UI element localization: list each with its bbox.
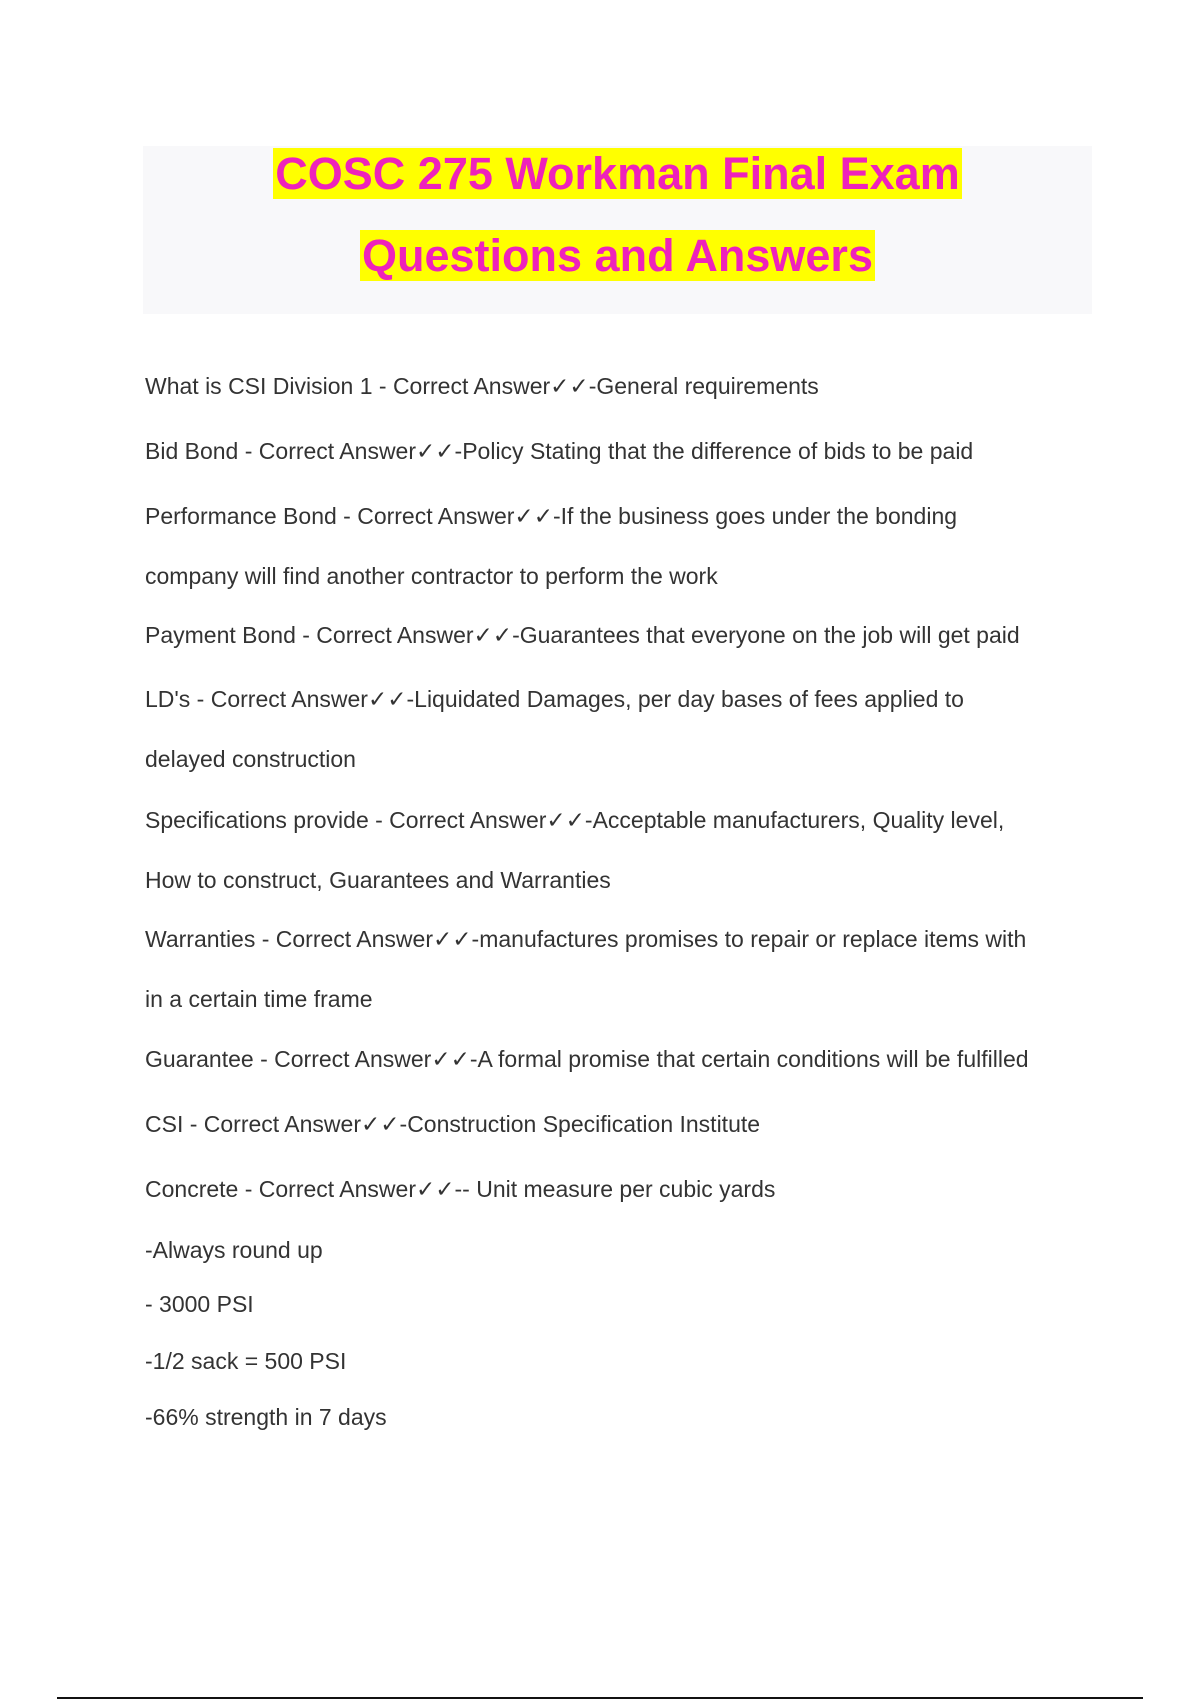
qa-line-continuation: in a certain time frame: [145, 986, 373, 1012]
qa-line-continuation: How to construct, Guarantees and Warranties: [145, 867, 611, 893]
qa-line-continuation: - 3000 PSI: [145, 1291, 254, 1317]
qa-line: Warranties - Correct Answer✓✓-manufactures promises to repair or replace items with: [145, 926, 1027, 952]
title-text-1: COSC 275 Workman Final Exam: [275, 148, 960, 199]
qa-line-continuation: -66% strength in 7 days: [145, 1404, 387, 1430]
qa-line: Bid Bond - Correct Answer✓✓-Policy Stating that the difference of bids to be paid: [145, 438, 974, 464]
qa-line: LD's - Correct Answer✓✓-Liquidated Damages, per day bases of fees applied to: [145, 686, 964, 712]
qa-line-continuation: -1/2 sack = 500 PSI: [145, 1348, 347, 1374]
qa-line: Guarantee - Correct Answer✓✓-A formal promise that certain conditions will be fulfilled: [145, 1046, 1029, 1072]
qa-line-continuation: company will find another contractor to perform the work: [145, 563, 718, 589]
title-line-1: [143, 146, 1092, 202]
qa-line: Concrete - Correct Answer✓✓-- Unit measure per cubic yards: [145, 1176, 776, 1202]
footer-rule: [57, 1697, 1143, 1699]
title-box: [143, 146, 1092, 314]
qa-line-continuation: delayed construction: [145, 746, 356, 772]
qa-line: Payment Bond - Correct Answer✓✓-Guarantees that everyone on the job will get paid: [145, 622, 1020, 648]
title-line-2: [143, 228, 1092, 284]
qa-line: What is CSI Division 1 - Correct Answer✓✓-General requirements: [145, 373, 819, 399]
title-text-2: Questions and Answers: [362, 230, 873, 281]
qa-line: Specifications provide - Correct Answer✓✓-Acceptable manufacturers, Quality level,: [145, 807, 1005, 833]
qa-line-continuation: -Always round up: [145, 1237, 323, 1263]
qa-line: Performance Bond - Correct Answer✓✓-If the business goes under the bonding: [145, 503, 958, 529]
qa-line: CSI - Correct Answer✓✓-Construction Specification Institute: [145, 1111, 761, 1137]
